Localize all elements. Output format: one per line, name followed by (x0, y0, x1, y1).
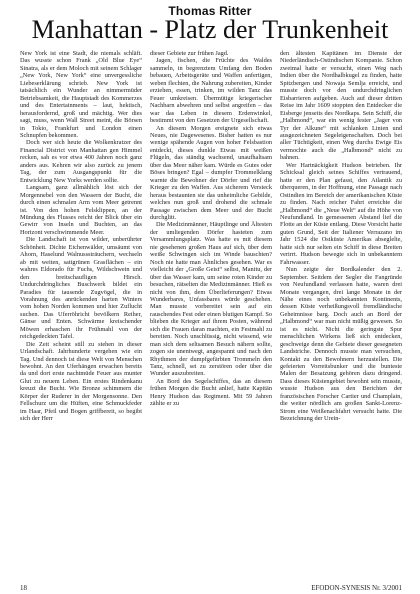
paragraph: Nun zeigte der Bordkalender den 2. September. Seitdem der Segler die Fangründe von Neufundland verlassen hatte, waren drei Monate vergangen, drei lange Monate in der Nähe eines noch unbekannten Kontinents, dessen Küste verheißungsvoll fremdländische Geheimnisse barg. Doch auch an Bord der „Halbmond“ war man nicht müßig gewesen. So ist es nicht. Nicht die geringste Spur menschlichen Wirkens ließ sich entdecken, geschweige denn die Gebiete dieser gesegneten Landstriche. Dennoch musste man versuchen, Kontakt zu den Bewohnern herzustellen. Die gefeierten Vorreitsbunker und die bunteste Malen der Besatzung gehören dazu dringend. Dass dieses Küstengebiet bewohnt sein musste, wusste Hudson aus den Berichten der französischen Forscher Cartier und Champlain, die weiter nördlich am großen Sankt-Lorenz-Strom eine Weißenachfahrt versucht hatte. Die Bezeichnung der Urein- (280, 266, 402, 423)
text-column-1 (20, 50, 142, 580)
paragraph: Die Medizinmänner, Häuptlinge und Ältesten der umliegenden Dörfer hasteten zum Versammlungsplatz. Was hatte es mit diesem nie gesehenen großen Haus auf sich, über dem weiße Schwingen sich im Winde bauschten? Noch nie hatte man Ähnliches gesehen. War es vielleicht der „Große Geist“ selbst, Manitu, der über das Wasser kam, um seine roten Kinder zu besuchen, rätselten die Medizinmänner. Hieß es nicht von ihm, dem Überlieferungen? Etwas Wunderbares, Unfassbares würde geschehen. Man musste vorbereitet sein auf ein rauschendes Fest oder einen blutigen Kampf. So blieben die Krieger auf ihrem Posten, während sich die Frauen daran machten, ein Festmahl zu bereiten. Noch unschlüssig, nicht wissend, wie man sich dem seltsamen Besuch nähern sollte, zogen sie unentwegt, angespannt und nach den Rhythmen der dumpfgefärbten Trommeln den Tanz, schnell, sei zu zerstören oder über die Wunder auszubreiten. (150, 221, 272, 378)
text-column-3 (280, 50, 402, 580)
paragraph: Die Landschaft ist von wilder, unberührter Schönheit. Dichte Eichenwälder, umsäumt von Ahorn, Haselund Walnusssträuchern, wechseln ab mit weiten, sattgrünen Grasflächen – ein wahres Eldorado für Fuchs, Wildschwein und den breitschaufligen Hirsch. Undurchdringliches Buschwerk bildet ein Paradies für tausende Zugvögel, die in Vorahnung des anrückenden harten Winters vom hohen Norden kommen und hier Zuflucht suchen. Das Uferröhricht bevölkern Reiher, Gänse und Enten. Schwärme kreischender Möwen erhaschen ihr Frühmahl von der reichgedeckten Tafel. (20, 236, 142, 341)
paragraph: Doch wer sich heute die Wolkenkratzer des Financial District von Manhattan gen Himmel recken, sah es vor etwa 400 Jahren noch ganz anders aus. Kehren wir also zurück zu jenem Tag, der zum Ausgangspunkt für die Entwicklung New Yorks werden sollte. (20, 139, 142, 184)
paragraph: Die Zeit scheint still zu stehen in dieser Urlandschaft. Jahrhunderte vergehen wie ein Tag. Und dennoch ist diese Welt von Menschen bewohnt. An den Uferhängen erwachen bereits da und dort erste nachtmüde Feuer aus munter Glut zu neuem Leben. Ein erstes Rindenkanu kreuzt die Bucht. Wie Bronze schimmern die Körper der Ruderer in der Morgensonne. Den Fellschurz um die Hüften, eine Schmuckfeder im Haar, Pfeil und Bogen griffbereit, so begibt sich der Herr (20, 340, 142, 423)
paragraph: An Bord des Segelschiffes, das an diesem frühen Morgen die Bucht anlief, hatte Kapitän Henry Hudson das Regiment. Mit 59 Jahren zählte er zu (150, 377, 272, 408)
journal-footer: EFODON-SYNESIS Nr. 3/2001 (311, 584, 402, 592)
article-title: Manhattan - Platz der Trunkenheit (31, 15, 389, 44)
paragraph: An diesem Morgen ereignete sich etwas Neues, nie Dagewesenes. Bisher hatten es nur wenige spähende Augen von hoher Felsbastion entdeckt, dieses dunkle Etwas mit weißen Flügeln, das ständig wachsend, unaufhaltsam über das Meer näher kam. Würde es Gutes oder Böses bringen? Egal – dumpfer Trommelklang warnte die Bewohner der Dörfer und rief die Krieger zu den Waffen. Aus sicherem Versteck heraus bestaunten sie das unheimliche Gebilde, welches nun groß und drohend die schmale Passage zwischen dem Meer und der Bucht durchglitt. (150, 124, 272, 221)
paragraph: Langsam, ganz allmählich löst sich der Morgennebel von den Wassern der Bucht, die durch einen schmalen Arm vom Meer getrennt ist. Von den hohen Felsklippen, an der Mündung des Flusses reicht der Blick über ein Gewirr von Inseln und Buchten, an das Horizont verschwimmende Meer. (20, 184, 142, 236)
paragraph: Jagen, fischen, die Früchte des Waldes sammeln, in begrenztem Umfang den Boden bebauen, Arbeitsgeräte und Waffen anfertigen, weben flechten, die Nahrung zubereiten, Kinder erziehen, essen, trinken, im wilden Tanz das Feuer umkreisen. Übermütige kriegerischer Nachbarn abwehren und selbst angreifen – das war das Leben in diesem Erdenwinkel, bestimmt von den Gesetzen der Urgesellschaft. (150, 57, 272, 125)
paragraph: dieser Gebiete zur frühen Jagd. (150, 50, 229, 57)
page-number: 18 (20, 584, 27, 592)
paragraph: Wer Hartnäckigkeit Hudson betrieben. Ihr Schicksal gleich seines Schiffes vertrauend, hatte er den Plan gefasst, den Atlantik zu überqueren, in der Hoffnung, eine Passage nach Ostindien im Bereich der amerikanischen Küste zu finden. Nach reicher Fahrt erreichte die „Halbmond“ die „Neue Welt“ auf die Höhe von Neufundland. In gemessenen Abstand lief die Flotte an der Küste entlang. Diese Vorsicht hatte guten Grund, Seit der Italiener Verrazano im Jahr 1524 die Ostküste Amerikas abseglelte, hatte sich nur selten ein Schiff in diese Breiten verirrt. Hudson bewegte sich in unbekanntem Fahrwasser. (280, 161, 402, 266)
article-body (20, 50, 402, 580)
text-column-2 (150, 50, 272, 580)
paragraph: den ältesten Kapitänen im Dienste der Niederländisch-Ostindischen Kompanie. Schon zweimal hatte er versucht, einen Weg nach Indien über die Nordhalbkugel zu finden, hatte Spitzbergen und Nowaja Semlja erreicht, und musste doch vor den undurchdringlichen Eisbarrieren aufgeben. Auch auf dieser dritten Reise im Jahr 1609 stoppten den Entdecker die Eisberge jenseits des Nordkaps. Sein Schiff, die „Halbmond“, war ein wenig fester „Jager von Tyr der Alkune“ mit schlanken Linien und ausgezeichneten Segeleigenschaften. Doch bei aller Tüchtigkeit, einen Weg durchs Ewige Eis vermochte auch die „Halbmond“ nicht zu bahnen. (280, 50, 402, 162)
paragraph: New York ist eine Stadt, die niemals schläft. Das wusste schon Frank „Old Blue Eye“ Sinatra, als er dem Moloch mit seinem Schlager „New York, New York“ eine unvergessliche Liebeserklärung schrieb. New York ist tatsächlich ein Wunder an nimmermüder Betriebsamkeit, die Hauptstadt des Kommerzes und des Entertainments – laut, hektisch, herausfordernd, groß und mächtig. Wer dies sagt, muss, wenn Wall Street meint, die Börsen in Tokio, Frankfurt und London einen Schnupfen bekommen. (20, 50, 142, 139)
author-name: Thomas Ritter (168, 4, 252, 18)
